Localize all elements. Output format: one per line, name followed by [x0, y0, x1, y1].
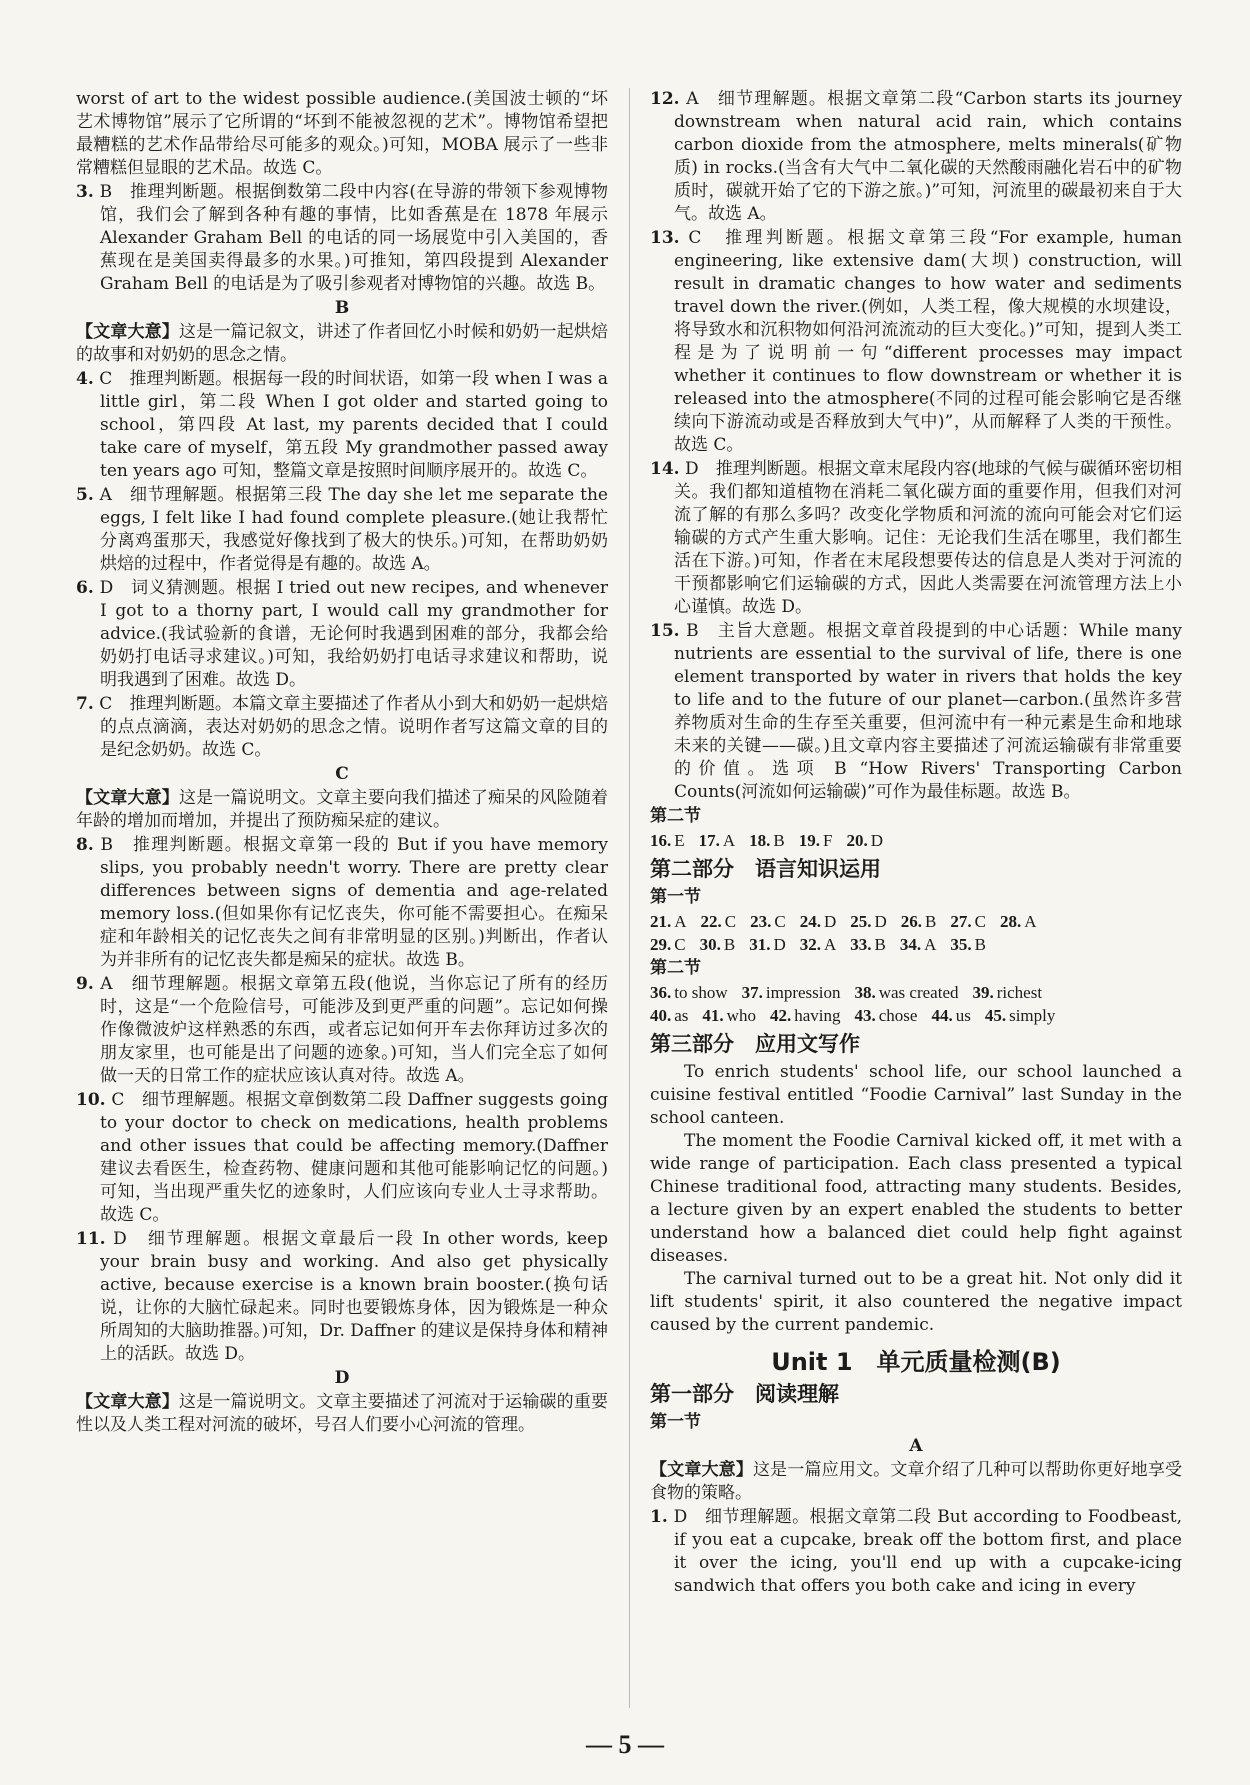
answer-number: 22. — [700, 912, 722, 931]
q4-text: C 推理判断题。根据每一段的时间状语，如第一段 when I was a little girl，第二段 When I got older and started going to school，第四段 At last, my parents decided that I could take care of myself，第五段 My grandmother passed away ten years ago 可知，整篇文章是按照时间顺序展开的。故选 C。 — [99, 369, 608, 481]
answer-item — [950, 935, 986, 954]
answer-number: 39. — [972, 983, 994, 1002]
part3-title: 第三部分 应用文写作 — [650, 1032, 860, 1056]
right-column — [650, 88, 1182, 1599]
summary-c-tag: 【文章大意】 — [76, 788, 179, 808]
answer-value: C — [674, 935, 686, 954]
answer-value: D — [874, 912, 887, 931]
answer-item — [950, 912, 986, 931]
q15-text: B 主旨大意题。根据文章首段提到的中心话题：While many nutrients are essential to the survival of life, there is one element transported by water in rivers that holds the key to life and to the future of our planet—carbon.(虽然许多营养物质对生命的生存至关重要，但河流中有一种元素是生命和地球未来的关键——碳。)且文章内容主要描述了河流运输碳有非常重要的价值。选项 B “How Rivers' Transporting Carbon Counts(河流如何运输碳)”可作为最佳标题。故选 B。 — [674, 621, 1183, 802]
intro-paragraph: worst of art to the widest possible audience.(美国波士顿的“坏艺术博物馆”展示了它所谓的“坏到不能被忽视的艺术”。博物馆希望把最糟糕的艺术作品带给尽可能多的观众。)可知，MOBA 展示了一些非常糟糕但显眼的艺术品。故选 C。 — [76, 89, 608, 178]
q5-text: A 细节理解题。根据第三段 The day she let me separate the eggs, I felt like I had found complete pleasure.(她让我帮忙分离鸡蛋那天，我感觉好像找到了极大的快乐。)可知，在帮助奶奶烘焙的过程中，作者觉得是有趣的。故选 A。 — [99, 485, 608, 574]
q5-number: 5. — [76, 485, 94, 505]
summary-c — [76, 787, 608, 833]
answer-number: 26. — [900, 912, 923, 931]
section-b-heading: B — [334, 298, 350, 318]
q11-text: D 细节理解题。根据文章最后一段 In other words, keep your brain busy and working. And also get physically active, because exercise is a known brain booster.(换句话说，让你的大脑忙碌起来。同时也要锻炼身体，因为锻炼是一种众所周知的大脑助推器。)可知，Dr. Daffner 的建议是保持身体和精神上的活跃。故选 D。 — [100, 1229, 608, 1364]
answer-number: 30. — [699, 935, 721, 954]
answer-q5 — [76, 484, 608, 576]
answer-item — [850, 912, 887, 931]
part2-title: 第二部分 语言知识运用 — [650, 857, 881, 881]
answer-item — [846, 831, 883, 850]
answer-number: 21. — [650, 912, 672, 931]
answers-row-5 — [650, 1004, 1182, 1027]
answer-value: A — [1024, 912, 1037, 931]
q3-text: B 推理判断题。根据倒数第二段中内容(在导游的带领下参观博物馆，我们会了解到各种有趣的事情，比如香蕉是在 1878 年展示 Alexander Graham Bell 的电话的同一场展览中引入美国的，香蕉现在是美国卖得最多的水果。)可推知，第四段提到 Alexander Graham Bell 的电话是为了吸引参观者对博物馆的兴趣。故选 B。 — [99, 182, 609, 294]
answer-number: 40. — [650, 1006, 672, 1025]
answer-q13 — [650, 227, 1182, 457]
answer-value: E — [674, 831, 685, 850]
answer-number: 34. — [899, 935, 922, 954]
answer-number: 31. — [749, 935, 771, 954]
answer-item — [650, 912, 687, 931]
q11-number: 11. — [76, 1229, 106, 1249]
section-c-heading: C — [335, 764, 349, 784]
answer-value: A — [924, 935, 937, 954]
summary-b-text: 这是一篇记叙文，讲述了作者回忆小时候和奶奶一起烘焙的故事和对奶奶的思念之情。 — [76, 322, 608, 365]
answer-item — [1000, 912, 1037, 931]
answer-value: us — [955, 1006, 971, 1025]
unit-section1-heading: 第一节 — [650, 1412, 701, 1432]
answer-q7 — [76, 693, 608, 762]
answer-q8 — [76, 834, 608, 972]
q7-text: C 推理判断题。本篇文章主要描述了作者从小到大和奶奶一起烘焙的点点滴滴，表达对奶奶的思念之情。说明作者写这篇文章的目的是纪念奶奶。故选 C。 — [99, 694, 608, 760]
unit-summary — [650, 1459, 1182, 1505]
left-column — [76, 88, 608, 1438]
answer-value: C — [974, 912, 986, 931]
q15-number: 15. — [650, 621, 680, 641]
answer-value: A — [823, 935, 837, 954]
answers-row-3 — [650, 933, 1182, 956]
answer-item — [749, 831, 785, 850]
answer-number: 27. — [950, 912, 972, 931]
answer-value: B — [773, 831, 785, 850]
answer-item — [742, 983, 841, 1002]
q13-number: 13. — [650, 228, 680, 248]
answer-item — [901, 912, 937, 931]
answers-row-1 — [650, 829, 1182, 852]
answer-value: as — [674, 1006, 689, 1025]
answer-number: 17. — [698, 831, 720, 850]
answer-value: simply — [1009, 1006, 1056, 1025]
answer-item — [985, 1006, 1056, 1025]
summary-b — [76, 321, 608, 367]
answer-number: 16. — [650, 831, 672, 850]
essay-paragraph-2: The moment the Foodie Carnival kicked off, it met with a wide range of participation. Each class presented a typical Chinese traditional food, attracting many students. Besides, a lecture given by an expert enabled the students to better understand how a balanced diet could help fight against diseases. — [650, 1131, 1182, 1266]
answer-number: 36. — [650, 983, 672, 1002]
answer-item — [799, 831, 833, 850]
q10-number: 10. — [76, 1090, 106, 1110]
answer-number: 38. — [854, 983, 876, 1002]
answer-item — [770, 1006, 841, 1025]
answer-q11 — [76, 1228, 608, 1366]
q12-text: A 细节理解题。根据文章第二段“Carbon starts its journey downstream when natural acid rain, which contains carbon dioxide from the atmosphere, melts minerals(矿物质) in rocks.(当含有大气中二氧化碳的天然酸雨融化岩石中的矿物质时，碳就开始了它的下游之旅。)”可知，河流里的碳最初来自于大气。故选 A。 — [674, 89, 1183, 224]
answer-item — [650, 1006, 688, 1025]
summary-d — [76, 1391, 608, 1437]
answer-item — [650, 935, 686, 954]
answer-number: 37. — [741, 983, 763, 1002]
section-2-heading: 第二节 — [650, 806, 701, 826]
answer-item — [650, 831, 685, 850]
answer-item — [700, 935, 736, 954]
unit-section-a-heading: A — [909, 1436, 923, 1456]
answer-item — [701, 912, 737, 931]
answers-row-2 — [650, 910, 1182, 933]
answer-item — [931, 1006, 970, 1025]
page-number: — 5 — — [586, 1730, 664, 1759]
section-d-heading: D — [334, 1368, 350, 1388]
answer-q9 — [76, 973, 608, 1088]
answer-value: D — [773, 935, 786, 954]
essay-paragraph-3: The carnival turned out to be a great hit. Not only did it lift students' spirit, it also countered the negative impact caused by the current pandemic. — [650, 1269, 1182, 1335]
answer-number: 33. — [850, 935, 872, 954]
answer-value: A — [674, 912, 687, 931]
answer-item — [650, 983, 728, 1002]
answer-q12 — [650, 88, 1182, 226]
answer-number: 29. — [650, 935, 672, 954]
answer-q15 — [650, 620, 1182, 804]
answer-value: D — [870, 831, 884, 850]
unit-part1-title: 第一部分 阅读理解 — [650, 1382, 839, 1406]
q10-text: C 细节理解题。根据文章倒数第二段 Daffner suggests going to your doctor to check on medications, health problems and other issues that could be affecting memory.(Daffner 建议去看医生，检查药物、健康问题和其他可能影响记忆的问题。)可知，当出现严重失忆的迹象时，人们应该向专业人士寻求帮助。故选 C。 — [100, 1090, 608, 1225]
unit-summary-tag: 【文章大意】 — [650, 1460, 753, 1480]
answer-item — [749, 935, 786, 954]
summary-d-text: 这是一篇说明文。文章主要描述了河流对于运输碳的重要性以及人类工程对河流的破坏，号召人们要小心河流的管理。 — [76, 1392, 608, 1435]
q8-number: 8. — [76, 835, 94, 855]
answer-number: 28. — [999, 912, 1022, 931]
answer-number: 18. — [749, 831, 771, 850]
summary-c-text: 这是一篇说明文。文章主要向我们描述了痴呆的风险随着年龄的增加而增加，并提出了预防痴呆症的建议。 — [76, 788, 608, 831]
answer-item — [854, 983, 958, 1002]
answer-number: 32. — [799, 935, 821, 954]
answer-value: C — [724, 912, 737, 931]
answer-value: F — [823, 831, 833, 850]
q7-number: 7. — [76, 694, 94, 714]
answer-value: richest — [996, 983, 1043, 1002]
answer-item — [750, 912, 786, 931]
answer-value: was created — [878, 983, 959, 1002]
answer-number: 35. — [950, 935, 972, 954]
unit-q1-number: 1. — [650, 1507, 668, 1527]
answer-number: 42. — [769, 1006, 792, 1025]
answer-value: A — [722, 831, 736, 850]
unit-summary-text: 这是一篇应用文。文章介绍了几种可以帮助你更好地享受食物的策略。 — [650, 1460, 1182, 1503]
unit-answer-q1 — [650, 1506, 1182, 1598]
unit-q1-text: D 细节理解题。根据文章第二段 But according to Foodbeast, if you eat a cupcake, break off the bottom first, and place it over the icing, you'll end up with a cupcake-icing sandwich that offers you both cake and icing in every — [673, 1507, 1183, 1596]
q9-number: 9. — [76, 974, 94, 994]
answer-value: B — [874, 935, 886, 954]
q9-text: A 细节理解题。根据文章第五段(他说，当你忘记了所有的经历时，这是“一个危险信号，可能涉及到更严重的问题”。忘记如何操作像微波炉这样熟悉的东西，或者忘记如何开车去你拜访过多次的朋友家里，也可能是出了问题的迹象。)可知，当人们完全忘了如何做一天的日常工作的症状应该认真对待。故选 A。 — [100, 974, 608, 1086]
answer-value: D — [823, 912, 837, 931]
q4-number: 4. — [76, 369, 94, 389]
answer-value: having — [794, 1006, 841, 1025]
answer-number: 45. — [984, 1006, 1007, 1025]
answer-item — [800, 935, 837, 954]
answer-q10 — [76, 1089, 608, 1227]
q8-text: B 推理判断题。根据文章第一段的 But if you have memory slips, you probably needn't worry. There are pretty clear differences between signs of dementia and age-related memory loss.(但如果你有记忆丧失，你可能不需要担心。在痴呆症和年龄相关的记忆丧失之间有非常明显的区别。)判断出，作者认为并非所有的记忆丧失都是痴呆的症状。故选 B。 — [100, 835, 608, 970]
answers-row-4 — [650, 981, 1182, 1004]
answer-item — [850, 935, 886, 954]
q6-text: D 词义猜测题。根据 I tried out new recipes, and whenever I got to a thorny part, I would call my grandmother for advice.(我试验新的食谱，无论何时我遇到困难的部分，我都会给奶奶打电话寻求建议。)可知，我给奶奶打电话寻求建议和帮助，说明我遇到了困难。故选 D。 — [99, 578, 609, 690]
answer-number: 43. — [854, 1006, 876, 1025]
essay-paragraph-1: To enrich students' school life, our school launched a cuisine festival entitled “Foodie Carnival” last Sunday in the school canteen. — [650, 1062, 1182, 1128]
answer-q6 — [76, 577, 608, 692]
answer-item — [854, 1006, 917, 1025]
answer-value: chose — [878, 1006, 918, 1025]
answer-q4 — [76, 368, 608, 483]
answer-item — [800, 912, 837, 931]
answer-item — [900, 935, 937, 954]
answer-number: 41. — [702, 1006, 724, 1025]
q12-number: 12. — [650, 89, 680, 109]
answer-number: 19. — [798, 831, 821, 850]
q14-text: D 推理判断题。根据文章末尾段内容(地球的气候与碳循环密切相关。我们都知道植物在消耗二氧化碳方面的重要作用，但我们对河流了解的有那么多吗？改变化学物质和河流的流向可能会对它们运输碳的方式产生重大影响。记住：无论我们生活在哪里，我们都生活在下游。)可知，作者在末尾段想要传达的信息是人类对于河流的干预都影响它们运输碳的方式，因此人类需要在河流管理方法上小心谨慎。故选 D。 — [674, 459, 1183, 617]
part2-section1-heading: 第一节 — [650, 887, 701, 907]
answer-value: B — [925, 912, 937, 931]
answer-number: 20. — [846, 831, 868, 850]
q14-number: 14. — [650, 459, 680, 479]
q3-number: 3. — [76, 182, 94, 202]
answer-q3 — [76, 181, 608, 296]
answer-value: who — [726, 1006, 756, 1025]
unit-title: Unit 1 单元质量检测(B) — [771, 1348, 1061, 1376]
answer-value: B — [974, 935, 986, 954]
answer-value: impression — [765, 983, 841, 1002]
answer-number: 23. — [750, 912, 772, 931]
part2-section2-heading: 第二节 — [650, 958, 701, 978]
answer-value: to show — [674, 983, 728, 1002]
answer-q14 — [650, 458, 1182, 619]
answer-number: 25. — [850, 912, 872, 931]
summary-d-tag: 【文章大意】 — [76, 1392, 179, 1412]
answer-item — [702, 1006, 756, 1025]
answer-item — [699, 831, 736, 850]
answer-number: 24. — [799, 912, 821, 931]
answer-value: C — [774, 912, 786, 931]
column-divider — [629, 88, 630, 1708]
answer-value: B — [723, 935, 736, 954]
summary-b-tag: 【文章大意】 — [76, 322, 179, 342]
answer-number: 44. — [931, 1006, 953, 1025]
answer-item — [973, 983, 1043, 1002]
q6-number: 6. — [76, 578, 94, 598]
q13-text: C 推理判断题。根据文章第三段“For example, human engineering, like extensive dam(大坝) construction, will result in dramatic changes to how water and sediments travel down the river.(例如，人类工程，像大规模的水坝建设，将导致水和沉积物如何沿河流流动的巨大变化。)”可知，提到人类工程是为了说明前一句“different processes may impact whether it continues to flow downstream or whether it is released into the atmosphere(不同的过程可能会影响它是否继续向下游流动或是否释放到大气中)”，从而解释了人类的干预性。故选 C。 — [674, 228, 1182, 455]
